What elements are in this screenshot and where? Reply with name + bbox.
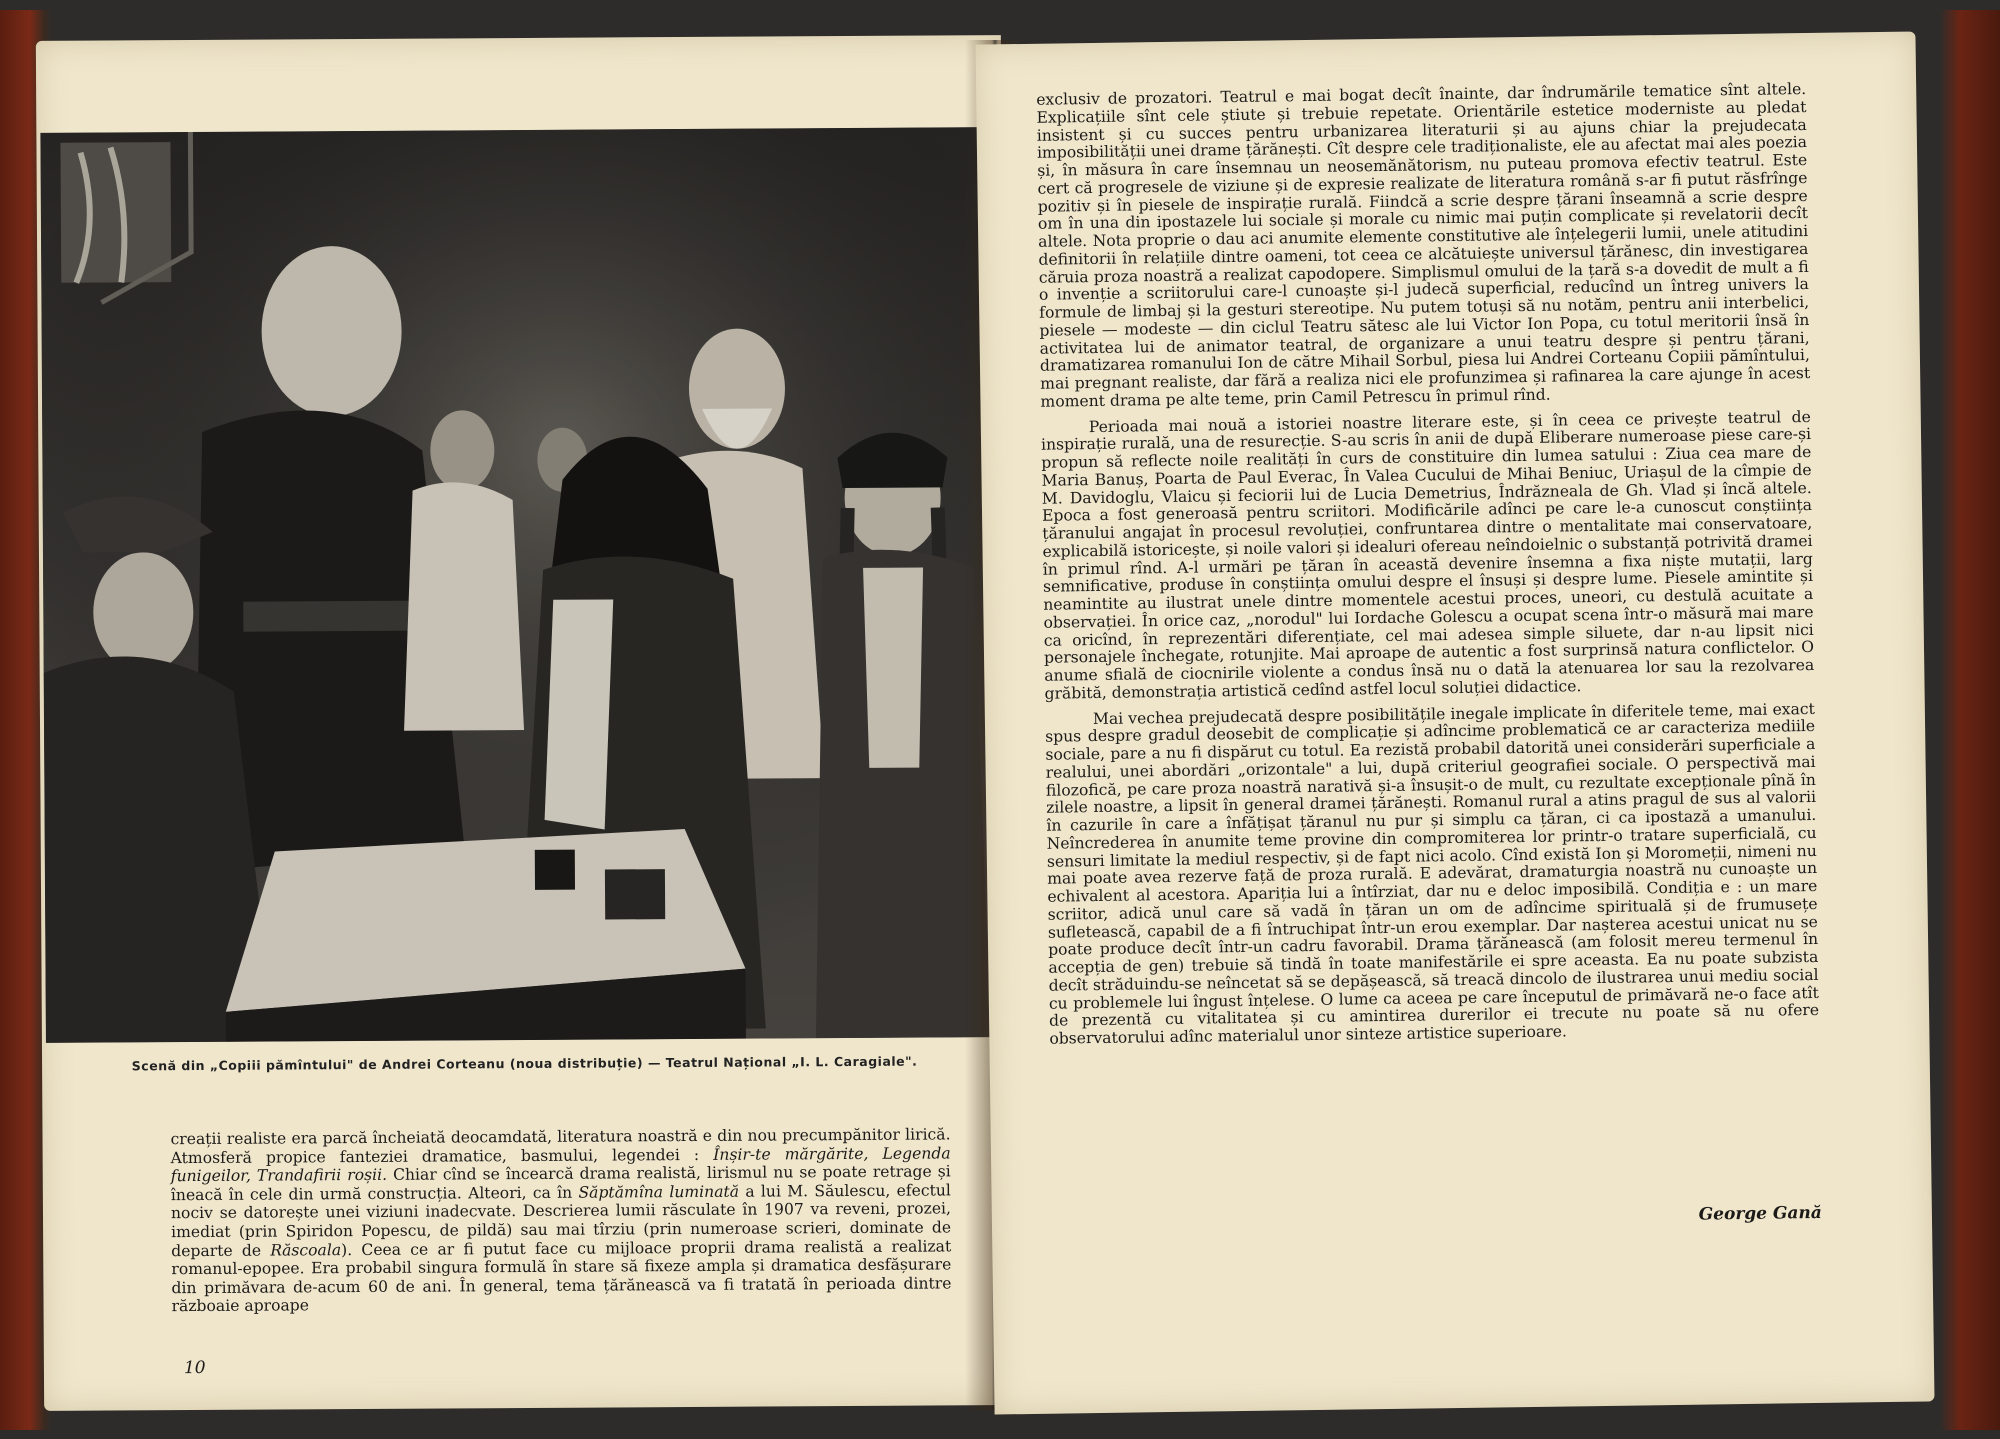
title-run: Răscoala (270, 1240, 342, 1260)
left-page (36, 35, 1009, 1411)
photo-illustration (40, 127, 991, 1043)
theatre-scene-photo (40, 127, 991, 1043)
author-signature: George Gană (1698, 1202, 1823, 1225)
text-run: Chiar cînd se încearcă drama realistă, lirismul nu se poate retrage și îneacă în cele din urmă construcția. Alteori, ca în (170, 1162, 951, 1204)
right-paragraph-1: exclusiv de prozatori. Teatrul e mai bogat decît înainte, dar îndrumările tematice sînt altele. Explicațiile sînt cele știute și trebuie repetate. Orientările estetice moderniste au pledat insistent și cu succes pentru urbanizarea literaturii și au ajuns chiar la prejudecata imposibilității unei drame țărănești. Cît despre cele tradiționaliste, ele au afectat mai ales poezia și, în măsura în care însemnau un neosemănătorism, nu puteau promova efectiv teatrul. Este cert că progresele de viziune și de expresie realizate de literatura română s-ar fi putut răsfrînge pozitiv și în piesele de inspirație rurală. Fiindcă a scrie despre țărani înseamnă a scrie despre om în una din ipostazele lui sociale și morale cu nimic mai puțin complicate și revelatorii decît altele. Nota proprie o dau aci anumite elemente constitutive ale înțelegerii lumii, unele atitudini definitorii în relațiile dintre oameni, tot ceea ce alcătuiește universul țărănesc, din investigarea căruia proza noastră a realizat capodopere. Simplismul omului de la țară s-a dovedit de mult a fi o invenție a scriitorului care-l cunoaște și-l judecă superficial, reducînd un întreg univers la formule de limbaj și la gesturi stereotipe. Nu putem totuși să nu notăm, pentru anii interbelici, piesele — modeste — din ciclul Teatru sătesc ale lui Victor Ion Popa, cu totul meritorii însă în activitatea lui de animator teatral, de organizare a unui teatru despre și pentru țărani, dramatizarea romanului Ion de către Mihail Sorbul, piesa lui Andrei Corteanu Copiii pămîntului, mai pregnant realiste, dar fără a realiza nici ele profunzimea și rafinarea la care ajunge în acest moment drama pe alte teme, prin Camil Petrescu în primul rînd. (1036, 80, 1811, 411)
text-run: a lui M. Săulescu, efectul nociv se datorește unei viziuni inadecvate. Descrierea lumii răsculate în 1907 va reveni, prozei, imediat (prin Spiridon Popescu, de pildă) sau mai tîrziu (prin numeroase scrieri, dominate de departe de (170, 1181, 952, 1260)
photo-caption: Scenă din „Copiii pămîntului" de Andrei Corteanu (noua distribuție) — Teatrul Național „I. L. Caragiale". (131, 1053, 918, 1074)
right-paragraph-3: Mai vechea prejudecată despre posibilitățile inegale implicate în diferitele teme, mai exact spus despre gradul deosebit de complicație și adîncime problematică ce ar caracteriza mediile sociale, pare a nu fi dispărut cu totul. Ea rezistă probabil datorită unei considerări superficiale a realului, unei abordări „orizontale" a lui, după criteriul geografiei sociale. O perspectivă mai filozofică, pe care proza noastră narativă și-a însușit-o de mult, cu rezultate excepționale pînă în zilele noastre, a lipsit în general dramei țărănești. Romanul rural a atins pragul de sus al valorii în cazurile în care a înfățișat țăranul nu pur și simplu ca țăran, ci ca ipostază a umanului. Neîncrederea în anumite teme provine din compromiterea lor printr-o tratare superficială, cu sensuri limitate la mediul respectiv, și de fapt nici acolo. Cînd există Ion și Moromeții, nimeni nu mai poate avea rezerve față de proza rurală. E adevărat, dramaturgia noastră nu cunoaște un echivalent al acestora. Apariția lui a întîrziat, dar nu e deloc imposibilă. Condiția e : un mare scriitor, adică unul care să vadă în țăran un om de adîncime spirituală și de frumusețe sufletească, capabil de a fi întruchipat într-un erou exemplar. Dar nașterea acestui unicat nu se poate produce decît într-un cadru favorabil. Drama țărănească (am folosit mereu termenul în accepția de gen) trebuie să tindă în toate manifestările ei spre aceasta. Ea nu poate subzista decît străduindu-se neîncetat să se depășească, să treacă dincolo de ilustrarea unui mediu social cu problemele lui îngust înțelese. O lume ca aceea pe care începutul de primăvară ne-o face atît de prezentă cu vitalitatea și cu amintirea durerilor ei trecute nu poate să nu ofere observatorului adînc materialul unor sinteze artistice superioare. (1045, 699, 1820, 1048)
book-spread (0, 10, 2000, 1430)
left-paragraph (170, 1125, 951, 1316)
title-run: Înșir-te mărgărite, Legenda funigeilor, Trandafirii roșii. (170, 1143, 951, 1186)
right-page-text (1036, 81, 1819, 1056)
text-run: ). Ceea ce ar fi putut face cu mijloace proprii drama realistă a realizat romanul-epopee. Era probabil singura formulă în stare să fixeze ampla și dramatica desfășurare din primăvara de-acum 60 de ani. În general, tema țărănească va fi tratată în perioada dintre războaie aproape (171, 1236, 952, 1316)
title-run: Săptămîna luminată (578, 1182, 740, 1202)
right-paragraph-2: Perioada mai nouă a istoriei noastre literare este, și în ceea ce privește teatrul de inspirație rurală, una de resurecție. S-au scris în anii de după Eliberare numeroase piese care-și propun să reflecte noile realități în curs de constituire din lumea satului : Ziua cea mare de Maria Banuș, Poarta de Paul Everac, În Valea Cucului de Mihai Beniuc, Uriașul de la cîmpie de M. Davidoglu, Vlaicu și feciorii lui de Lucia Demetrius, Îndrăzneala de Gh. Vlad și încă altele. Epoca a fost generoasă pentru scriitori. Modificările adînci pe care le-a cunoscut conștiința țăranului angajat în procesul revoluției, confruntarea dintre o mentalitate mai conservatoare, explicabilă istoricește, și noile valori și idealuri ofereau neîndoielnic o substanță potrivită dramei în primul rînd. A-l urmări pe țăran în această devenire însemna a fixa niște mutații, larg semnificative, produse în conștiința omului despre el însuși și despre lume. Piesele amintite și neamintite au ilustrat unele dintre momentele acestui proces, uneori, cu destulă acuitate a observației. În orice caz, „norodul" lui Iordache Golescu a ocupat scena într-o măsură mai mare ca oricînd, în reprezentări diferențiate, cel mai adesea simple siluete, dar n-au lipsit nici personajele închegate, rotunjite. Mai aproape de autentic a fost surprinsă natura conflictelor. O anume sfială de ciocnirile violente a condus însă nu o dată la atenuarea lor sau la rezolvarea grăbită, demonstrația artistică cedînd astfel locul soluției didactice. (1040, 407, 1815, 703)
right-page (975, 32, 1934, 1415)
left-page-text (170, 1125, 951, 1316)
page-number: 10 (183, 1357, 206, 1379)
text-run: creații realiste era parcă încheiată deocamdată, literatura noastră e din nou precumpănitor lirică. Atmosferă propice fanteziei dramatice, basmului, legendei : (170, 1125, 951, 1167)
